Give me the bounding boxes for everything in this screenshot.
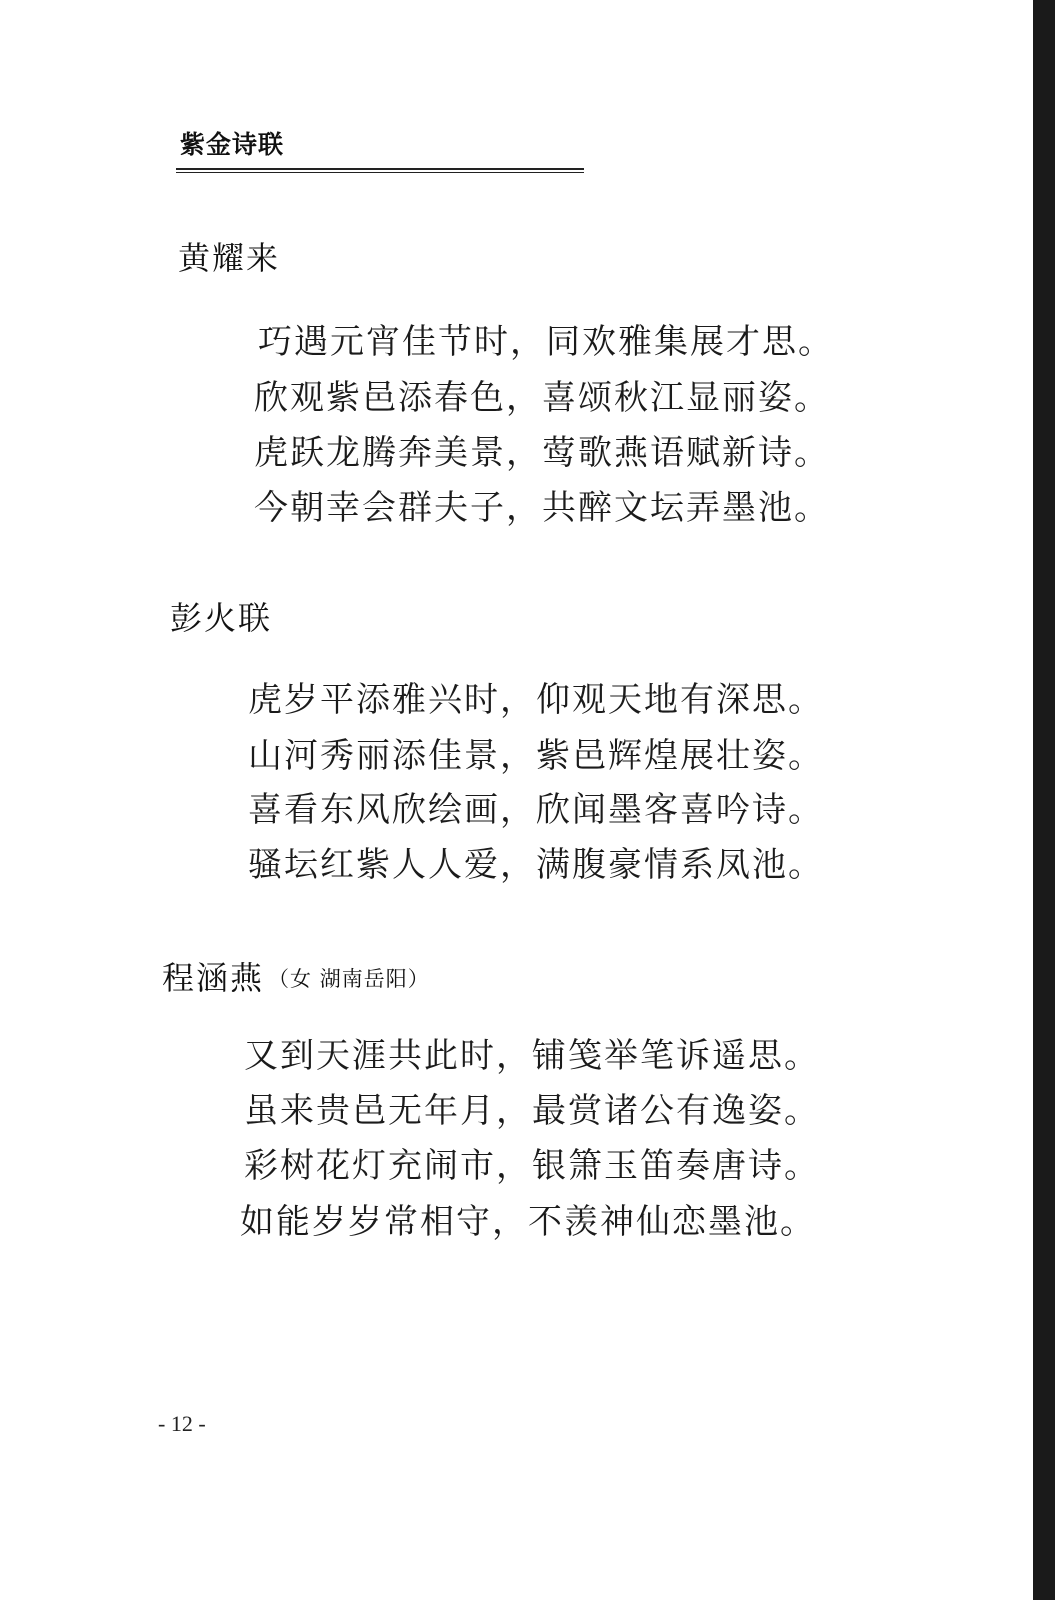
verse-line: 如能岁岁常相守，不羡神仙恋墨池。 (240, 1202, 816, 1242)
verse-line: 又到天涯共此时，铺笺举笔诉遥思。 (244, 1036, 820, 1076)
poem-block (162, 958, 430, 999)
verse-line: 喜看东风欣绘画，欣闻墨客喜吟诗。 (248, 790, 824, 830)
section-title: 紫金诗联 (180, 130, 285, 159)
author-name: 黄耀来 (178, 239, 281, 277)
poem-author (162, 958, 430, 999)
author-name: 程涵燕 (162, 959, 265, 997)
header-rule (176, 168, 584, 173)
poem-block (170, 598, 272, 638)
verse-line: 今朝幸会群夫子，共醉文坛弄墨池。 (254, 488, 830, 528)
verse-line: 山河秀丽添佳景，紫邑辉煌展壮姿。 (248, 736, 824, 776)
poem-author (170, 598, 272, 638)
scan-edge-shadow (1033, 0, 1055, 1600)
poem-author (178, 238, 280, 278)
poem-block (178, 238, 280, 278)
author-name: 彭火联 (170, 599, 273, 637)
verse-line: 彩树花灯充闹市，银箫玉笛奏唐诗。 (244, 1146, 820, 1186)
verse-line: 巧遇元宵佳节时，同欢雅集展才思。 (258, 322, 834, 362)
page-header (176, 128, 584, 173)
verse-line: 虎岁平添雅兴时，仰观天地有深思。 (248, 680, 824, 720)
verse-line: 虽来贵邑无年月，最赏诸公有逸姿。 (244, 1091, 820, 1131)
author-note: （女 湖南岳阳） (268, 967, 430, 991)
verse-line: 欣观紫邑添春色，喜颂秋江显丽姿。 (254, 378, 830, 418)
page-number: - 12 - (158, 1411, 206, 1436)
verse-line: 虎跃龙腾奔美景，莺歌燕语赋新诗。 (254, 433, 830, 473)
verse-line: 骚坛红紫人人爱，满腹豪情系凤池。 (248, 845, 824, 885)
